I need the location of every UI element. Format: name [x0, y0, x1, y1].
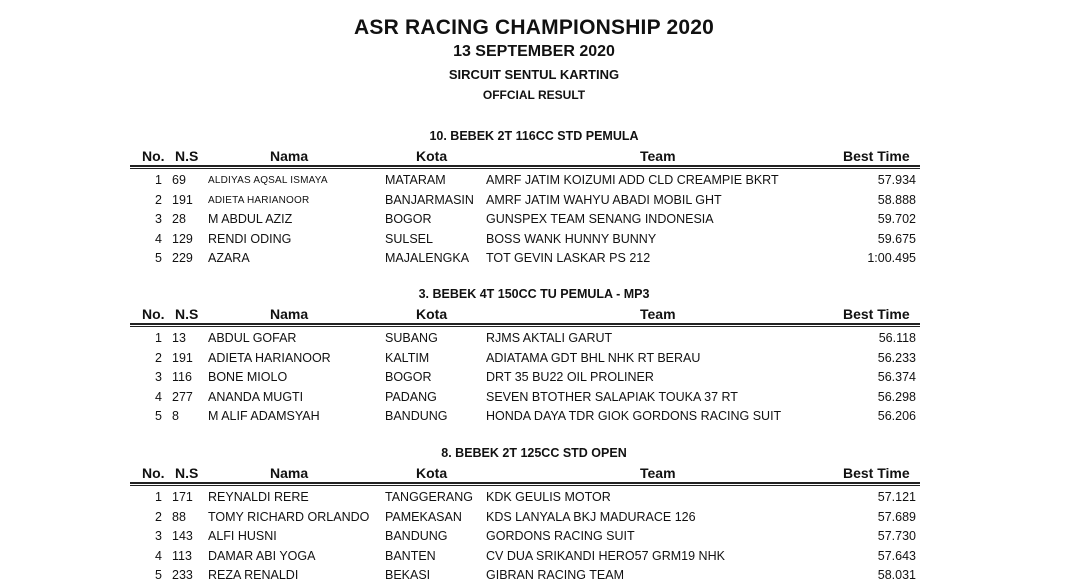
column-header-ns: N.S: [175, 306, 199, 322]
best-time-cell: 57.643: [877, 548, 916, 563]
rider-name-cell: DAMAR ABI YOGA: [208, 548, 316, 563]
table-row: [0, 231, 1068, 251]
position-cell: 1: [155, 173, 162, 187]
rider-name-cell: BONE MIOLO: [208, 370, 288, 384]
start-number-cell: 28: [172, 212, 186, 226]
city-cell: KALTIM: [385, 350, 430, 365]
team-cell: GORDONS RACING SUIT: [486, 529, 635, 543]
start-number-cell: 171: [172, 490, 193, 504]
best-time-cell: 58.031: [877, 568, 916, 580]
rider-name-cell: AZARA: [208, 251, 250, 265]
position-cell: 2: [155, 350, 162, 365]
team-cell: BOSS WANK HUNNY BUNNY: [486, 231, 657, 246]
table-row: [0, 172, 1068, 192]
position-cell: 5: [155, 409, 162, 423]
position-cell: 1: [155, 331, 162, 345]
best-time-cell: 56.374: [877, 370, 916, 384]
city-cell: SUBANG: [385, 331, 438, 345]
start-number-cell: 13: [172, 331, 186, 345]
header-divider: [130, 323, 920, 325]
best-time-cell: 59.702: [877, 212, 916, 226]
table-row: [0, 250, 1068, 270]
circuit-name: SIRCUIT SENTUL KARTING: [448, 67, 620, 82]
column-header-nama: Nama: [270, 465, 309, 481]
best-time-cell: 57.121: [877, 490, 916, 504]
column-header-best-time: Best Time: [843, 306, 910, 322]
column-header-no: No.: [142, 306, 165, 322]
best-time-cell: 56.118: [878, 331, 916, 345]
start-number-cell: 229: [172, 251, 193, 265]
start-number-cell: 233: [172, 568, 193, 580]
table-row: [0, 567, 1068, 580]
start-number-cell: 69: [172, 173, 186, 187]
team-cell: HONDA DAYA TDR GIOK GORDONS RACING SUIT: [486, 409, 782, 423]
start-number-cell: 88: [172, 509, 186, 524]
column-header-kota: Kota: [416, 148, 448, 164]
city-cell: SULSEL: [385, 231, 433, 246]
position-cell: 3: [155, 529, 162, 543]
section-title: 8. BEBEK 2T 125CC STD OPEN: [441, 446, 627, 460]
city-cell: BOGOR: [385, 212, 432, 226]
column-header-nama: Nama: [270, 148, 309, 164]
city-cell: PAMEKASAN: [385, 509, 462, 524]
best-time-cell: 56.233: [877, 350, 916, 365]
table-row: [0, 350, 1068, 370]
event-date: 13 SEPTEMBER 2020: [453, 43, 615, 60]
city-cell: BANTEN: [385, 548, 436, 563]
position-cell: 5: [155, 251, 162, 265]
team-cell: ADIATAMA GDT BHL NHK RT BERAU: [486, 350, 701, 365]
city-cell: BANDUNG: [385, 529, 448, 543]
city-cell: BANDUNG: [385, 409, 448, 423]
start-number-cell: 277: [172, 389, 193, 404]
best-time-cell: 57.934: [877, 173, 916, 187]
city-cell: BANJARMASIN: [385, 192, 474, 207]
best-time-cell: 59.675: [877, 231, 916, 246]
table-row: [0, 369, 1068, 389]
start-number-cell: 113: [172, 548, 192, 563]
document-title: ASR RACING CHAMPIONSHIP 2020: [354, 16, 714, 39]
column-header-kota: Kota: [416, 306, 448, 322]
team-cell: TOT GEVIN LASKAR PS 212: [486, 251, 651, 265]
table-row: [0, 211, 1068, 231]
city-cell: MAJALENGKA: [385, 251, 470, 265]
team-cell: KDK GEULIS MOTOR: [486, 490, 611, 504]
team-cell: CV DUA SRIKANDI HERO57 GRM19 NHK: [486, 548, 725, 563]
position-cell: 3: [155, 370, 162, 384]
rider-name-cell: ADIETA HARIANOOR: [208, 350, 331, 365]
position-cell: 5: [155, 568, 162, 580]
team-cell: GIBRAN RACING TEAM: [486, 568, 624, 580]
rider-name-cell: M ALIF ADAMSYAH: [208, 409, 320, 423]
position-cell: 2: [155, 509, 162, 524]
column-header-no: No.: [142, 465, 165, 481]
table-row: [0, 489, 1068, 509]
table-row: [0, 330, 1068, 350]
city-cell: PADANG: [385, 389, 437, 404]
city-cell: MATARAM: [385, 173, 446, 187]
start-number-cell: 143: [172, 529, 193, 543]
section-title: 10. BEBEK 2T 116CC STD PEMULA: [429, 129, 639, 143]
column-header-ns: N.S: [175, 465, 199, 481]
start-number-cell: 116: [172, 370, 192, 384]
header-divider: [130, 482, 920, 484]
section-title: 3. BEBEK 4T 150CC TU PEMULA - MP3: [418, 287, 650, 301]
team-cell: RJMS AKTALI GARUT: [486, 331, 613, 345]
team-cell: AMRF JATIM WAHYU ABADI MOBIL GHT: [486, 192, 722, 207]
start-number-cell: 191: [172, 350, 193, 365]
table-row: [0, 528, 1068, 548]
rider-name-cell: TOMY RICHARD ORLANDO: [208, 509, 370, 524]
rider-name-cell: ADIETA HARIANOOR: [208, 194, 310, 206]
city-cell: BOGOR: [385, 370, 432, 384]
rider-name-cell: ANANDA MUGTI: [208, 389, 304, 404]
position-cell: 2: [155, 192, 162, 207]
table-row: [0, 389, 1068, 409]
column-header-nama: Nama: [270, 306, 309, 322]
column-header-ns: N.S: [175, 148, 199, 164]
header-divider: [130, 165, 920, 167]
rider-name-cell: REYNALDI RERE: [208, 490, 309, 504]
table-row: [0, 192, 1068, 212]
column-header-kota: Kota: [416, 465, 448, 481]
column-header-no: No.: [142, 148, 165, 164]
result-rows: [0, 172, 1068, 270]
rider-name-cell: M ABDUL AZIZ: [208, 212, 293, 226]
start-number-cell: 191: [172, 192, 193, 207]
rider-name-cell: ALFI HUSNI: [208, 529, 277, 543]
team-cell: SEVEN BTOTHER SALAPIAK TOUKA 37 RT: [486, 389, 738, 404]
column-header-team: Team: [640, 465, 676, 481]
team-cell: GUNSPEX TEAM SENANG INDONESIA: [486, 212, 714, 226]
result-rows: [0, 330, 1068, 428]
position-cell: 3: [155, 212, 162, 226]
table-row: [0, 548, 1068, 568]
position-cell: 4: [155, 231, 162, 246]
rider-name-cell: REZA RENALDI: [208, 568, 299, 580]
rider-name-cell: RENDI ODING: [208, 231, 292, 246]
table-row: [0, 509, 1068, 529]
position-cell: 4: [155, 389, 162, 404]
start-number-cell: 8: [172, 409, 179, 423]
rider-name-cell: ABDUL GOFAR: [208, 331, 297, 345]
rider-name-cell: ALDIYAS AQSAL ISMAYA: [208, 175, 328, 186]
team-cell: AMRF JATIM KOIZUMI ADD CLD CREAMPIE BKRT: [486, 173, 779, 187]
position-cell: 1: [155, 490, 162, 504]
best-time-cell: 58.888: [877, 192, 916, 207]
column-header-team: Team: [640, 306, 676, 322]
table-row: [0, 408, 1068, 428]
position-cell: 4: [155, 548, 162, 563]
best-time-cell: 57.689: [877, 509, 916, 524]
best-time-cell: 1:00.495: [867, 251, 916, 265]
city-cell: TANGGERANG: [385, 490, 473, 504]
best-time-cell: 56.298: [877, 389, 916, 404]
start-number-cell: 129: [172, 231, 193, 246]
team-cell: KDS LANYALA BKJ MADURACE 126: [486, 509, 696, 524]
best-time-cell: 57.730: [877, 529, 916, 543]
result-rows: [0, 489, 1068, 580]
city-cell: BEKASI: [385, 568, 431, 580]
team-cell: DRT 35 BU22 OIL PROLINER: [486, 370, 654, 384]
document-subtitle: OFFCIAL RESULT: [482, 88, 586, 102]
best-time-cell: 56.206: [877, 409, 916, 423]
column-header-best-time: Best Time: [843, 465, 910, 481]
column-header-best-time: Best Time: [843, 148, 910, 164]
column-header-team: Team: [640, 148, 676, 164]
